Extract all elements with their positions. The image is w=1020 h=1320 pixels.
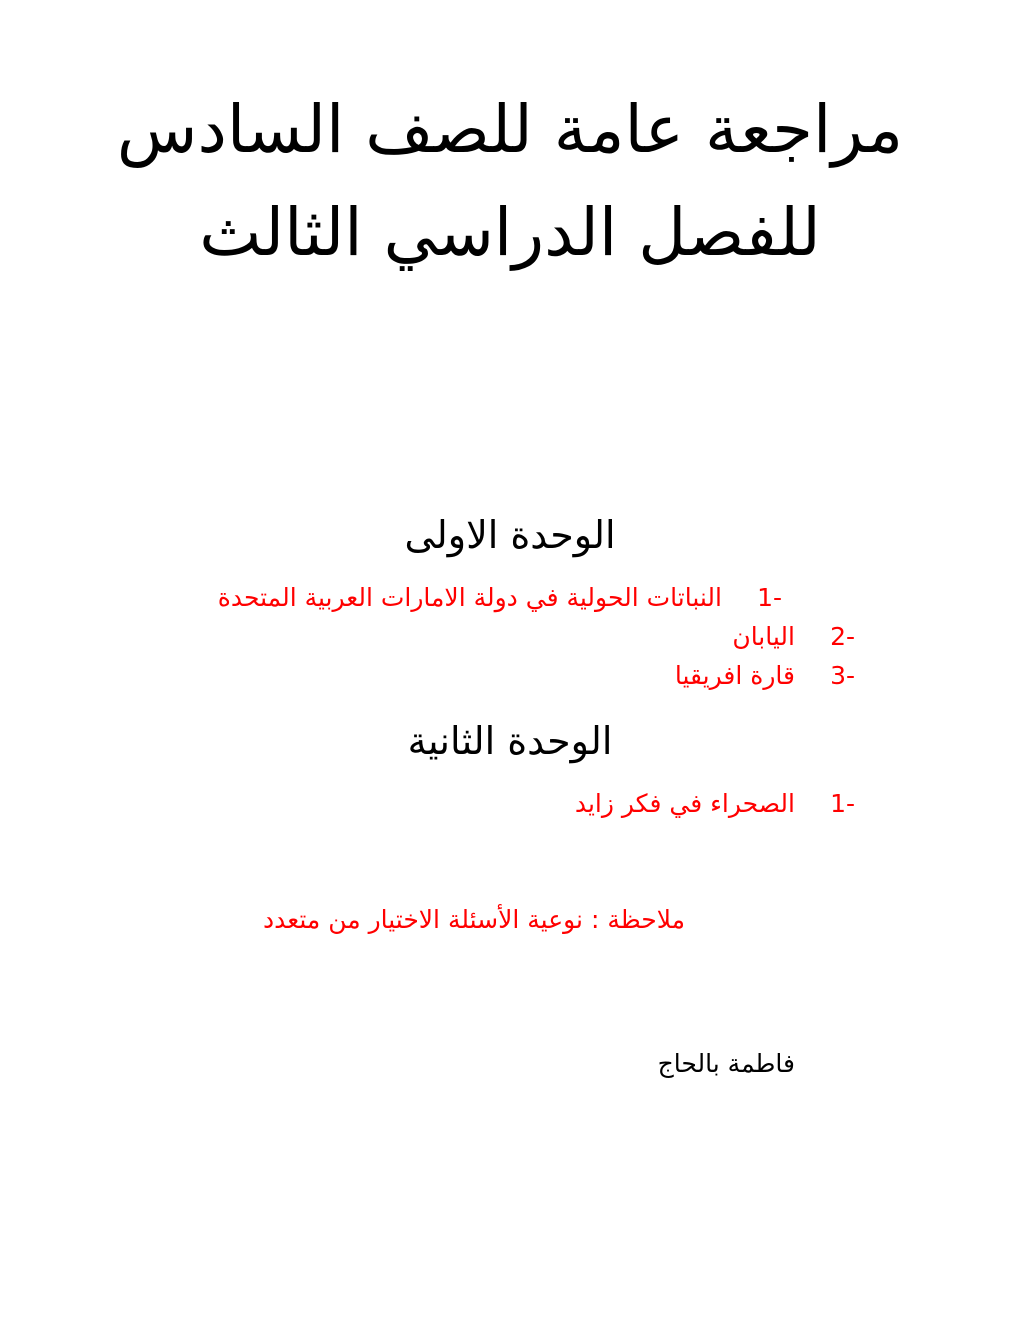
- unit-heading-second: الوحدة الثانية: [407, 719, 613, 763]
- list-item-text: النباتات الحولية في دولة الامارات العربية المتحدة: [217, 583, 722, 612]
- list-item: [455, 786, 855, 822]
- author-name: فاطمة بالحاج: [657, 1049, 795, 1078]
- list-item: [555, 619, 855, 655]
- note-text: ملاحظة : نوعية الأسئلة الاختيار من متعدد: [263, 905, 685, 934]
- list-item-number: 2-: [830, 622, 855, 651]
- list-item-text: اليابان: [732, 622, 795, 651]
- unit-heading-first: الوحدة الاولى: [404, 513, 616, 557]
- list-item: [555, 658, 855, 694]
- list-item-number: 1-: [830, 789, 855, 818]
- list-item-text: الصحراء في فكر زايد: [574, 789, 795, 818]
- list-item: [122, 580, 782, 616]
- document-title: مراجعة عامة للصف السادس للفصل الدراسي الثالث: [116, 91, 904, 271]
- list-item-number: 1-: [757, 583, 782, 612]
- list-item-text: قارة افريقيا: [674, 661, 795, 690]
- list-item-number: 3-: [830, 661, 855, 690]
